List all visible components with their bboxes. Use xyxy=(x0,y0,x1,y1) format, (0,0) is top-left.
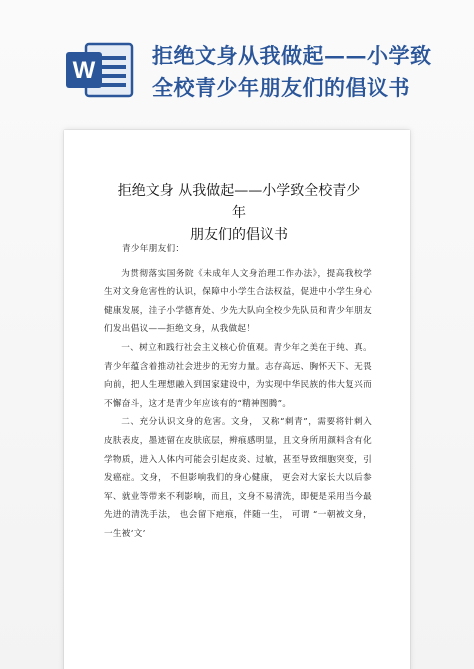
paragraph-section-2: 二、充分认识文身的危害。文身， 又称“刺青”，需要将针刺入皮肤表皮，墨迹留在皮肤底层，辨痕感明显，且文身所用颜料含有化学物质，进入人体内可能会引起皮炎、过敏，甚至导致细胞突变，引发癌症。文身， 不但影响我们的身心健康， 更会对大家长大以后参军、就业等带来不利影响，而且，文身不易清洗，即便是采用当今最先进的清洗手法， 也会留下疤痕，伴随一生， 可谓 “一朝被文身， 一生被‘文’ xyxy=(104,417,372,539)
greeting: 青少年朋友们： xyxy=(122,244,185,254)
word-document-icon xyxy=(64,40,136,100)
document-title-line-1: 拒绝文身 从我做起——小学致全校青少年 xyxy=(117,183,361,221)
document-body xyxy=(104,240,372,544)
document-title xyxy=(114,180,364,246)
svg-text:W: W xyxy=(72,57,96,84)
document-page xyxy=(64,130,410,669)
document-title-line-2: 朋友们的倡议书 xyxy=(190,227,288,243)
paragraph-intro: 为贯彻落实国务院《未成年人文身治理工作办法》，提高我校学生对文身危害性的认识，保障中小学生合法权益，促进中小学生身心健康发展，洼子小学德育处、少先大队向全校少先队员和青少年朋友们发出倡议——拒绝文身，从我做起！ xyxy=(104,268,372,335)
header xyxy=(0,0,474,112)
page-title xyxy=(152,40,452,104)
page-title-line-1: 拒绝文身从我做起——小学致 xyxy=(152,43,432,68)
paragraph-section-1: 一、树立和践行社会主义核心价值观。青少年之美在于纯、真。青少年蕴含着推动社会进步的无穷力量。志存高远、胸怀天下、无畏向前，把人生理想融入到国家建设中，为实现中华民族的伟大复兴而不懈奋斗，这才是青少年应该有的“精神图腾”。 xyxy=(104,342,372,409)
page-title-line-2: 全校青少年朋友们的倡议书 xyxy=(152,75,410,100)
